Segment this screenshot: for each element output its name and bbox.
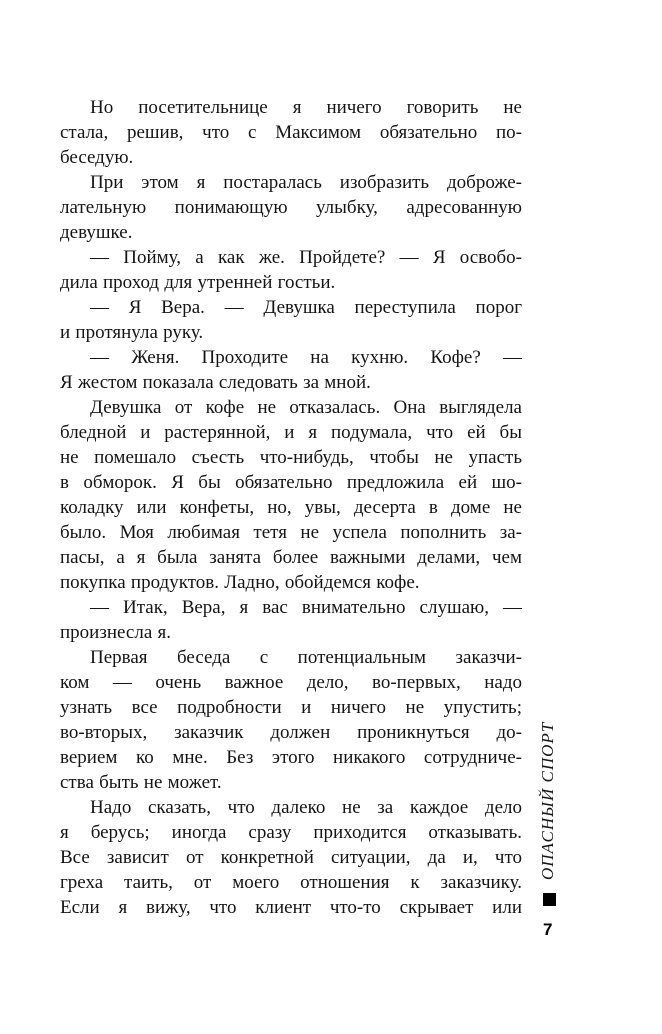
text-line: пасы, а я была занята более важными делами, чем <box>60 547 522 568</box>
text-line: — Я Вера. — Девушка переступила порог <box>90 297 522 318</box>
text-line: верием ко мне. Без этого никакого сотрудниче- <box>60 747 522 768</box>
text-line: — Пойму, а как же. Пройдете? — Я освобо- <box>90 247 522 268</box>
text-line: девушке. <box>60 222 133 243</box>
text-line: стала, решив, что с Максимом обязательно по- <box>60 122 522 143</box>
text-line: ком — очень важное дело, во-первых, надо <box>60 672 522 693</box>
text-line: беседую. <box>60 147 134 168</box>
text-line: — Итак, Вера, я вас внимательно слушаю, — <box>90 597 522 618</box>
paragraph <box>60 95 522 170</box>
text-line: Надо сказать, что далеко не за каждое дело <box>90 797 522 818</box>
text-line: в обморок. Я бы обязательно предложила ей шо- <box>60 472 522 493</box>
paragraph <box>60 295 522 345</box>
text-block <box>60 95 522 920</box>
paragraph <box>60 395 522 595</box>
paragraph <box>60 345 522 395</box>
paragraph <box>60 170 522 245</box>
paragraph <box>60 245 522 295</box>
text-line: Все зависит от конкретной ситуации, да и, что <box>60 847 522 868</box>
text-line: ства быть не может. <box>60 772 222 793</box>
paragraph <box>60 795 522 920</box>
paragraph <box>60 595 522 645</box>
text-line: покупка продуктов. Ладно, обойдемся кофе. <box>60 572 420 593</box>
text-line: не помешало съесть что-нибудь, чтобы не упасть <box>60 447 522 468</box>
text-line: во-вторых, заказчик должен проникнуться до- <box>60 722 522 743</box>
sidebar-book-title: ОПАСНЫЙ СПОРТ <box>538 721 557 880</box>
text-line: греха таить, от моего отношения к заказчику. <box>60 872 522 893</box>
text-line: дила проход для утренней гостьи. <box>60 272 336 293</box>
text-line: узнать все подробности и ничего не упустить; <box>60 697 522 718</box>
text-line: я берусь; иногда сразу приходится отказывать. <box>60 822 522 843</box>
page-number: 7 <box>543 920 553 939</box>
black-square-marker-icon <box>543 893 556 906</box>
text-line: Девушка от кофе не отказалась. Она выглядела <box>90 397 522 418</box>
text-line: было. Моя любимая тетя не успела пополнить за- <box>60 522 522 543</box>
text-line: коладку или конфеты, но, увы, десерта в доме не <box>60 497 522 518</box>
text-line: бледной и растерянной, и я подумала, что ей бы <box>60 422 522 443</box>
text-line: произнесла я. <box>60 622 172 643</box>
text-line: Первая беседа с потенциальным заказчи- <box>90 647 522 668</box>
text-line: Если я вижу, что клиент что-то скрывает или <box>60 897 522 918</box>
paragraph <box>60 645 522 795</box>
text-line: лательную понимающую улыбку, адресованную <box>60 197 522 218</box>
text-line: Я жестом показала следовать за мной. <box>60 372 371 393</box>
text-line: При этом я постаралась изобразить доброже- <box>90 172 522 193</box>
text-line: Но посетительнице я ничего говорить не <box>90 97 522 118</box>
text-line: — Женя. Проходите на кухню. Кофе? — <box>90 347 522 368</box>
text-line: и протянула руку. <box>60 322 204 343</box>
